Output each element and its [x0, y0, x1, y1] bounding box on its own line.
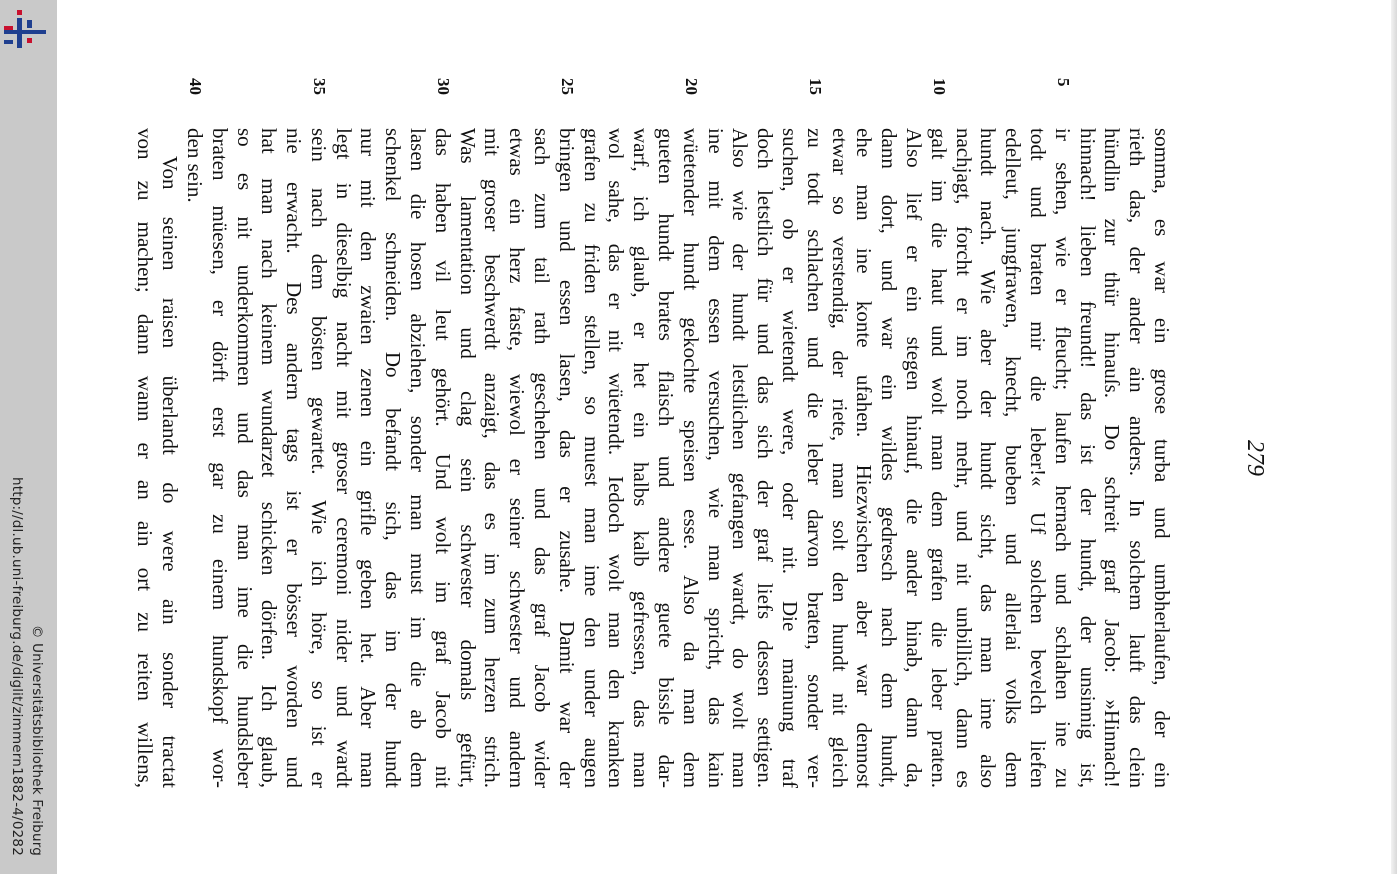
text-line — [827, 128, 852, 788]
text-line — [752, 128, 777, 788]
line-number: 25 — [557, 78, 577, 95]
copyright-notice: © Universitätsbibliothek Freiburg — [29, 624, 45, 856]
text-line — [331, 128, 356, 788]
line-text: von zu machen; dann wann er an ain ort zu reiten willens, — [133, 128, 158, 788]
text-line — [232, 128, 257, 788]
line-text: wol sahe, das er nit wüetendt. Iedoch wolt man den kranken — [604, 128, 629, 788]
text-line — [876, 128, 901, 788]
text-line — [604, 128, 629, 788]
page-text — [133, 78, 1174, 788]
line-number: 30 — [433, 78, 453, 95]
text-line — [405, 128, 430, 788]
text-line — [1149, 128, 1174, 788]
line-text: etwas ein herz faste, wiewol er seiner schwester und andern — [505, 128, 530, 788]
text-line — [901, 128, 926, 788]
text-line — [678, 78, 703, 788]
line-text: nur mit den zwaien zenen ein grifle geben het. Aber man — [356, 128, 381, 788]
text-line — [976, 128, 1001, 788]
text-line — [455, 128, 480, 788]
line-text: Was lamentation und clag sein schwester domals gefürt, — [455, 128, 480, 788]
text-line — [133, 128, 158, 788]
line-text: suchen, ob er wietendt were, oder nit. Die mainung traf — [778, 128, 803, 788]
text-line — [554, 78, 579, 788]
text-line — [1000, 128, 1025, 788]
line-number: 35 — [309, 78, 329, 95]
text-line — [480, 128, 505, 788]
text-line — [356, 128, 381, 788]
line-text: so es nit underkommen und das man ime die hundsleber — [232, 128, 257, 788]
text-line — [653, 128, 678, 788]
line-text: grafen zu friden stellen, so muest man ime den under augen — [579, 128, 604, 788]
line-text: wüetender hundt gekochte speisen esse. Also da man dem — [678, 128, 703, 788]
text-line — [381, 128, 406, 788]
line-number: 20 — [681, 78, 701, 95]
text-line — [951, 128, 976, 788]
text-line — [504, 128, 529, 788]
line-text: den sein. — [182, 128, 207, 203]
text-line — [1050, 78, 1075, 788]
text-line — [579, 128, 604, 788]
line-text: rieth das, der ander ain anders. In solchem lauft das clein — [1125, 128, 1150, 788]
line-text: ehe man ine konte ufahen. Hiezwischen aber war dennost — [852, 128, 877, 788]
line-text: nie erwacht. Des andern tags ist er bösser worden und — [282, 128, 307, 788]
line-number: 10 — [929, 78, 949, 95]
line-text: dann dort, und war ein wildes gedresch nach dem hundt, — [877, 128, 902, 788]
line-text: lasen die hosen abziehen, sonder man must im die ab dem — [406, 128, 431, 788]
line-number: 5 — [1053, 78, 1073, 87]
sidebar — [0, 0, 57, 874]
line-text: doch letstlich für und das sich der graf liefs dessen settigen. — [753, 128, 778, 788]
text-line — [281, 128, 306, 788]
line-text: bringen und essen lasen, das er zusahe. Damit war der — [554, 128, 579, 788]
line-text: ir sehen, wie er fleucht; laufen hernach und schlahen ine zu — [1050, 128, 1075, 788]
line-text: Also wie der hundt letstlichen gefangen wardt, do wolt man — [728, 128, 753, 788]
permalink-url[interactable]: http://dl.ub.uni-freiburg.de/diglit/zimmern1882-4/0282 — [9, 477, 25, 856]
line-text: hundt nach. Wie aber der hundt sicht, das man ime also — [976, 128, 1001, 788]
line-text: somma, es war ein grose turba und umbherlaufen, der ein — [1150, 128, 1174, 788]
text-line — [852, 128, 877, 788]
text-line — [1075, 128, 1100, 788]
line-text: sach zum tail rath geschehen und das graf Jacob wider — [530, 128, 555, 788]
text-line — [1100, 128, 1125, 788]
line-text: das haben vil leut gehört. Und wolt im graf Jacob nit — [430, 128, 455, 788]
line-text: mit groser beschwerdt anzaigt, das es im zum herzen strich. — [480, 128, 505, 788]
page-number: 279 — [1242, 440, 1268, 476]
line-text: hat man nach keinem wundarzet schicken dörfen. Ich glaub, — [257, 128, 282, 788]
line-text: gueten hundt brates flaisch und andere guete bissle dar- — [654, 128, 679, 788]
text-line — [628, 128, 653, 788]
line-text: sein nach dem bösten gewartet. Wie ich höre, so ist er — [306, 128, 331, 788]
line-text: ine mit dem essen versuchen, wie man spricht, das kain — [703, 128, 728, 788]
line-text: warf, ich glaub, er het ein halbs kalb gefressen, das man — [629, 128, 654, 788]
line-number: 15 — [805, 78, 825, 95]
line-text: legt in dieselbig nacht mit groser ceremoni nider und wardt — [331, 128, 356, 788]
scanned-page — [133, 78, 1270, 788]
line-number: 40 — [185, 78, 205, 95]
line-text: Also lief er ein stegen hinauf, die ander hinab, dann da, — [902, 128, 927, 788]
text-line — [777, 128, 802, 788]
text-line — [802, 78, 827, 788]
line-text: zu todt schlachen und die leber darvon braten, sonder ver- — [802, 128, 827, 788]
line-text: schenkel schneiden. Do befandt sich, das im der hundt — [381, 128, 406, 788]
credit-block — [0, 0, 57, 874]
line-text: braten müesen, er dörft erst gar zu einem hundskopf wor- — [207, 128, 232, 788]
line-text: hündlin zur thür hinauſs. Do schreit graf Jacob: »Hinnach! — [1100, 128, 1125, 788]
line-text: edelleut, jungfrawen, knecht, bueben und allerlai volks dem — [1001, 128, 1026, 788]
text-line — [529, 128, 554, 788]
line-text: galt im die haut und wolt man dem grafen die leber praten. — [926, 128, 951, 788]
text-line — [728, 128, 753, 788]
text-line — [157, 128, 182, 788]
text-line — [430, 78, 455, 788]
text-line — [182, 78, 207, 788]
text-line — [257, 128, 282, 788]
line-text: hinnach! lieben freundt! das ist der hundt, der unsinnig ist, — [1075, 128, 1100, 788]
text-line — [207, 128, 232, 788]
scan-edge — [1391, 0, 1397, 874]
text-line — [1025, 128, 1050, 788]
text-line — [1124, 128, 1149, 788]
text-line — [703, 128, 728, 788]
line-text: Von seinen raisen überlandt do were ain sonder tractat — [158, 156, 183, 788]
line-text: etwar so verstendig, der riete, man solt den hundt nit gleich — [827, 128, 852, 788]
text-line — [926, 78, 951, 788]
line-text: nachjagt, forcht er im noch mehr, und nit unbillich, dann es — [951, 128, 976, 788]
text-line — [306, 78, 331, 788]
line-text: todt und braten mir die leber!« Uf solchen bevelch liefen — [1026, 128, 1051, 788]
